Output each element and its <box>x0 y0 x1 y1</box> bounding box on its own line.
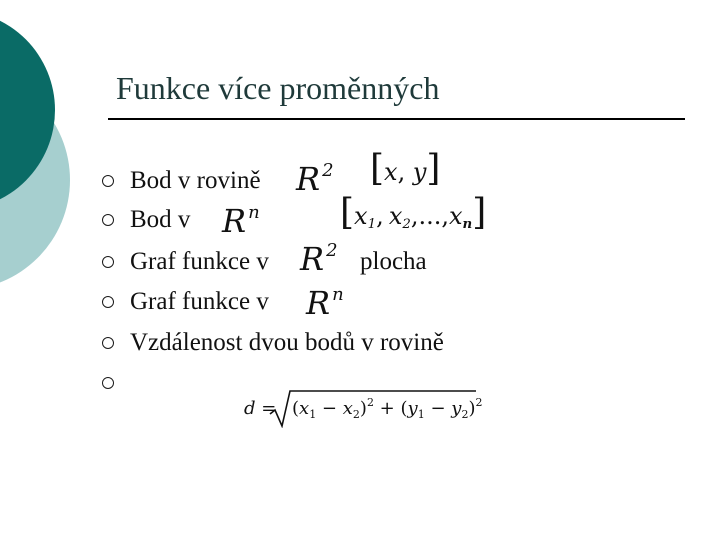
item-3-extra: plocha <box>360 248 427 275</box>
math-r-n-2: R $^n$ <box>306 284 344 322</box>
item-5-text: Vzdálenost dvou bodů v rovině <box>130 329 444 356</box>
math-r-squared-2: R $^2$ <box>300 240 338 278</box>
bullet-1 <box>102 175 114 187</box>
bullet-6 <box>102 377 114 389</box>
slide-title: Funkce více proměnných <box>116 70 440 106</box>
bullet-3 <box>102 256 114 268</box>
decorative-circles <box>0 0 140 300</box>
math-r-squared-1: R $^2$ <box>296 160 334 198</box>
item-4-text: Graf funkce v <box>130 288 269 315</box>
math-r-n-1: R $^n$ <box>222 202 260 240</box>
math-point-nd: [$x_1$, $x_2,...,x_n$] <box>340 192 487 233</box>
item-3-text: Graf funkce v <box>130 248 269 275</box>
bullet-4 <box>102 296 114 308</box>
distance-formula-lhs: d = <box>244 398 277 419</box>
item-2-text: Bod v <box>130 206 191 233</box>
bullet-5 <box>102 337 114 349</box>
distance-formula-radicand: $(x_1 - x_2)^2 + (y_1 - y_2)^2$ <box>292 396 483 421</box>
math-point-2d: [x, y] <box>370 148 441 189</box>
title-underline <box>108 118 685 120</box>
bullet-2 <box>102 214 114 226</box>
item-1-text: Bod v rovině <box>130 167 261 194</box>
